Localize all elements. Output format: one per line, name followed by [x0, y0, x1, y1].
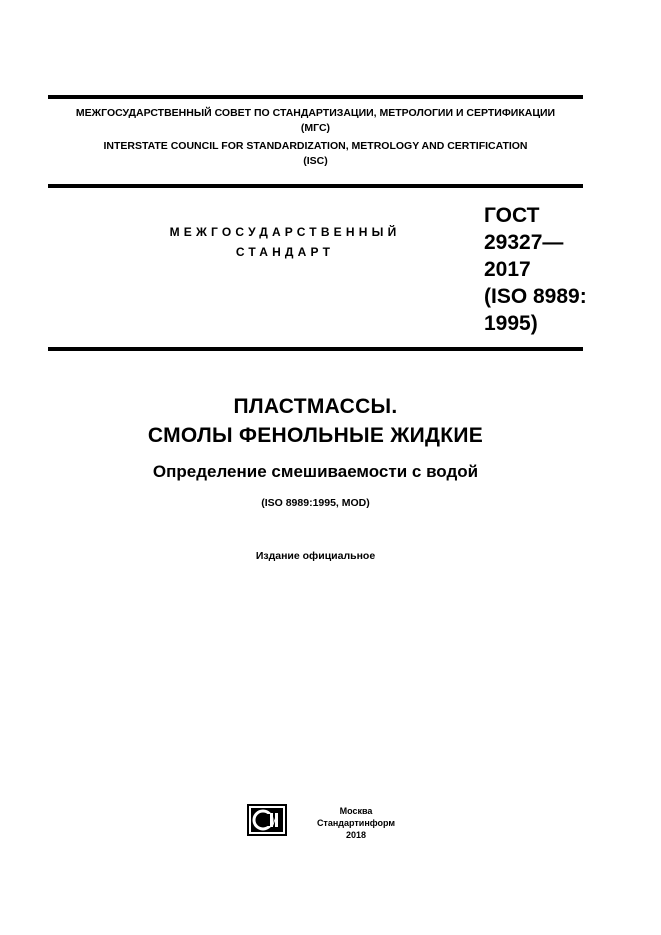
- publisher-name: Стандартинформ: [316, 818, 396, 828]
- council-en-abbr: (ISC): [303, 155, 328, 167]
- gost-number-line1: ГОСТ: [484, 204, 540, 227]
- middle-rule: [48, 184, 583, 188]
- gost-number-line2: 29327—: [484, 231, 564, 254]
- edition-note: Издание официальное: [255, 550, 376, 562]
- top-rule: [48, 95, 583, 99]
- publisher-city: Москва: [339, 806, 373, 816]
- bottom-rule: [48, 347, 583, 351]
- gost-number-line4: (ISO 8989:: [484, 285, 587, 308]
- gost-number-line5: 1995): [484, 312, 538, 335]
- gost-number-line3: 2017: [484, 258, 531, 281]
- standard-kind-line1: МЕЖГОСУДАРСТВЕННЫЙ: [169, 225, 401, 239]
- council-en: INTERSTATE COUNCIL FOR STANDARDIZATION, METROLOGY AND CERTIFICATION: [103, 140, 528, 152]
- document-title-line1: ПЛАСТМАССЫ.: [233, 395, 398, 418]
- standard-kind-line2: СТАНДАРТ: [235, 245, 335, 259]
- council-ru-abbr: (МГС): [300, 122, 331, 134]
- document-title-line2: СМОЛЫ ФЕНОЛЬНЫЕ ЖИДКИЕ: [147, 424, 484, 447]
- document-subtitle: Определение смешиваемости с водой: [152, 462, 479, 481]
- iso-reference: (ISO 8989:1995, MOD): [261, 497, 370, 509]
- council-ru: МЕЖГОСУДАРСТВЕННЫЙ СОВЕТ ПО СТАНДАРТИЗАЦИИ, МЕТРОЛОГИИ И СЕРТИФИКАЦИИ: [75, 107, 556, 119]
- standartinform-logo-icon: [247, 804, 287, 836]
- publisher-year: 2018: [345, 830, 367, 840]
